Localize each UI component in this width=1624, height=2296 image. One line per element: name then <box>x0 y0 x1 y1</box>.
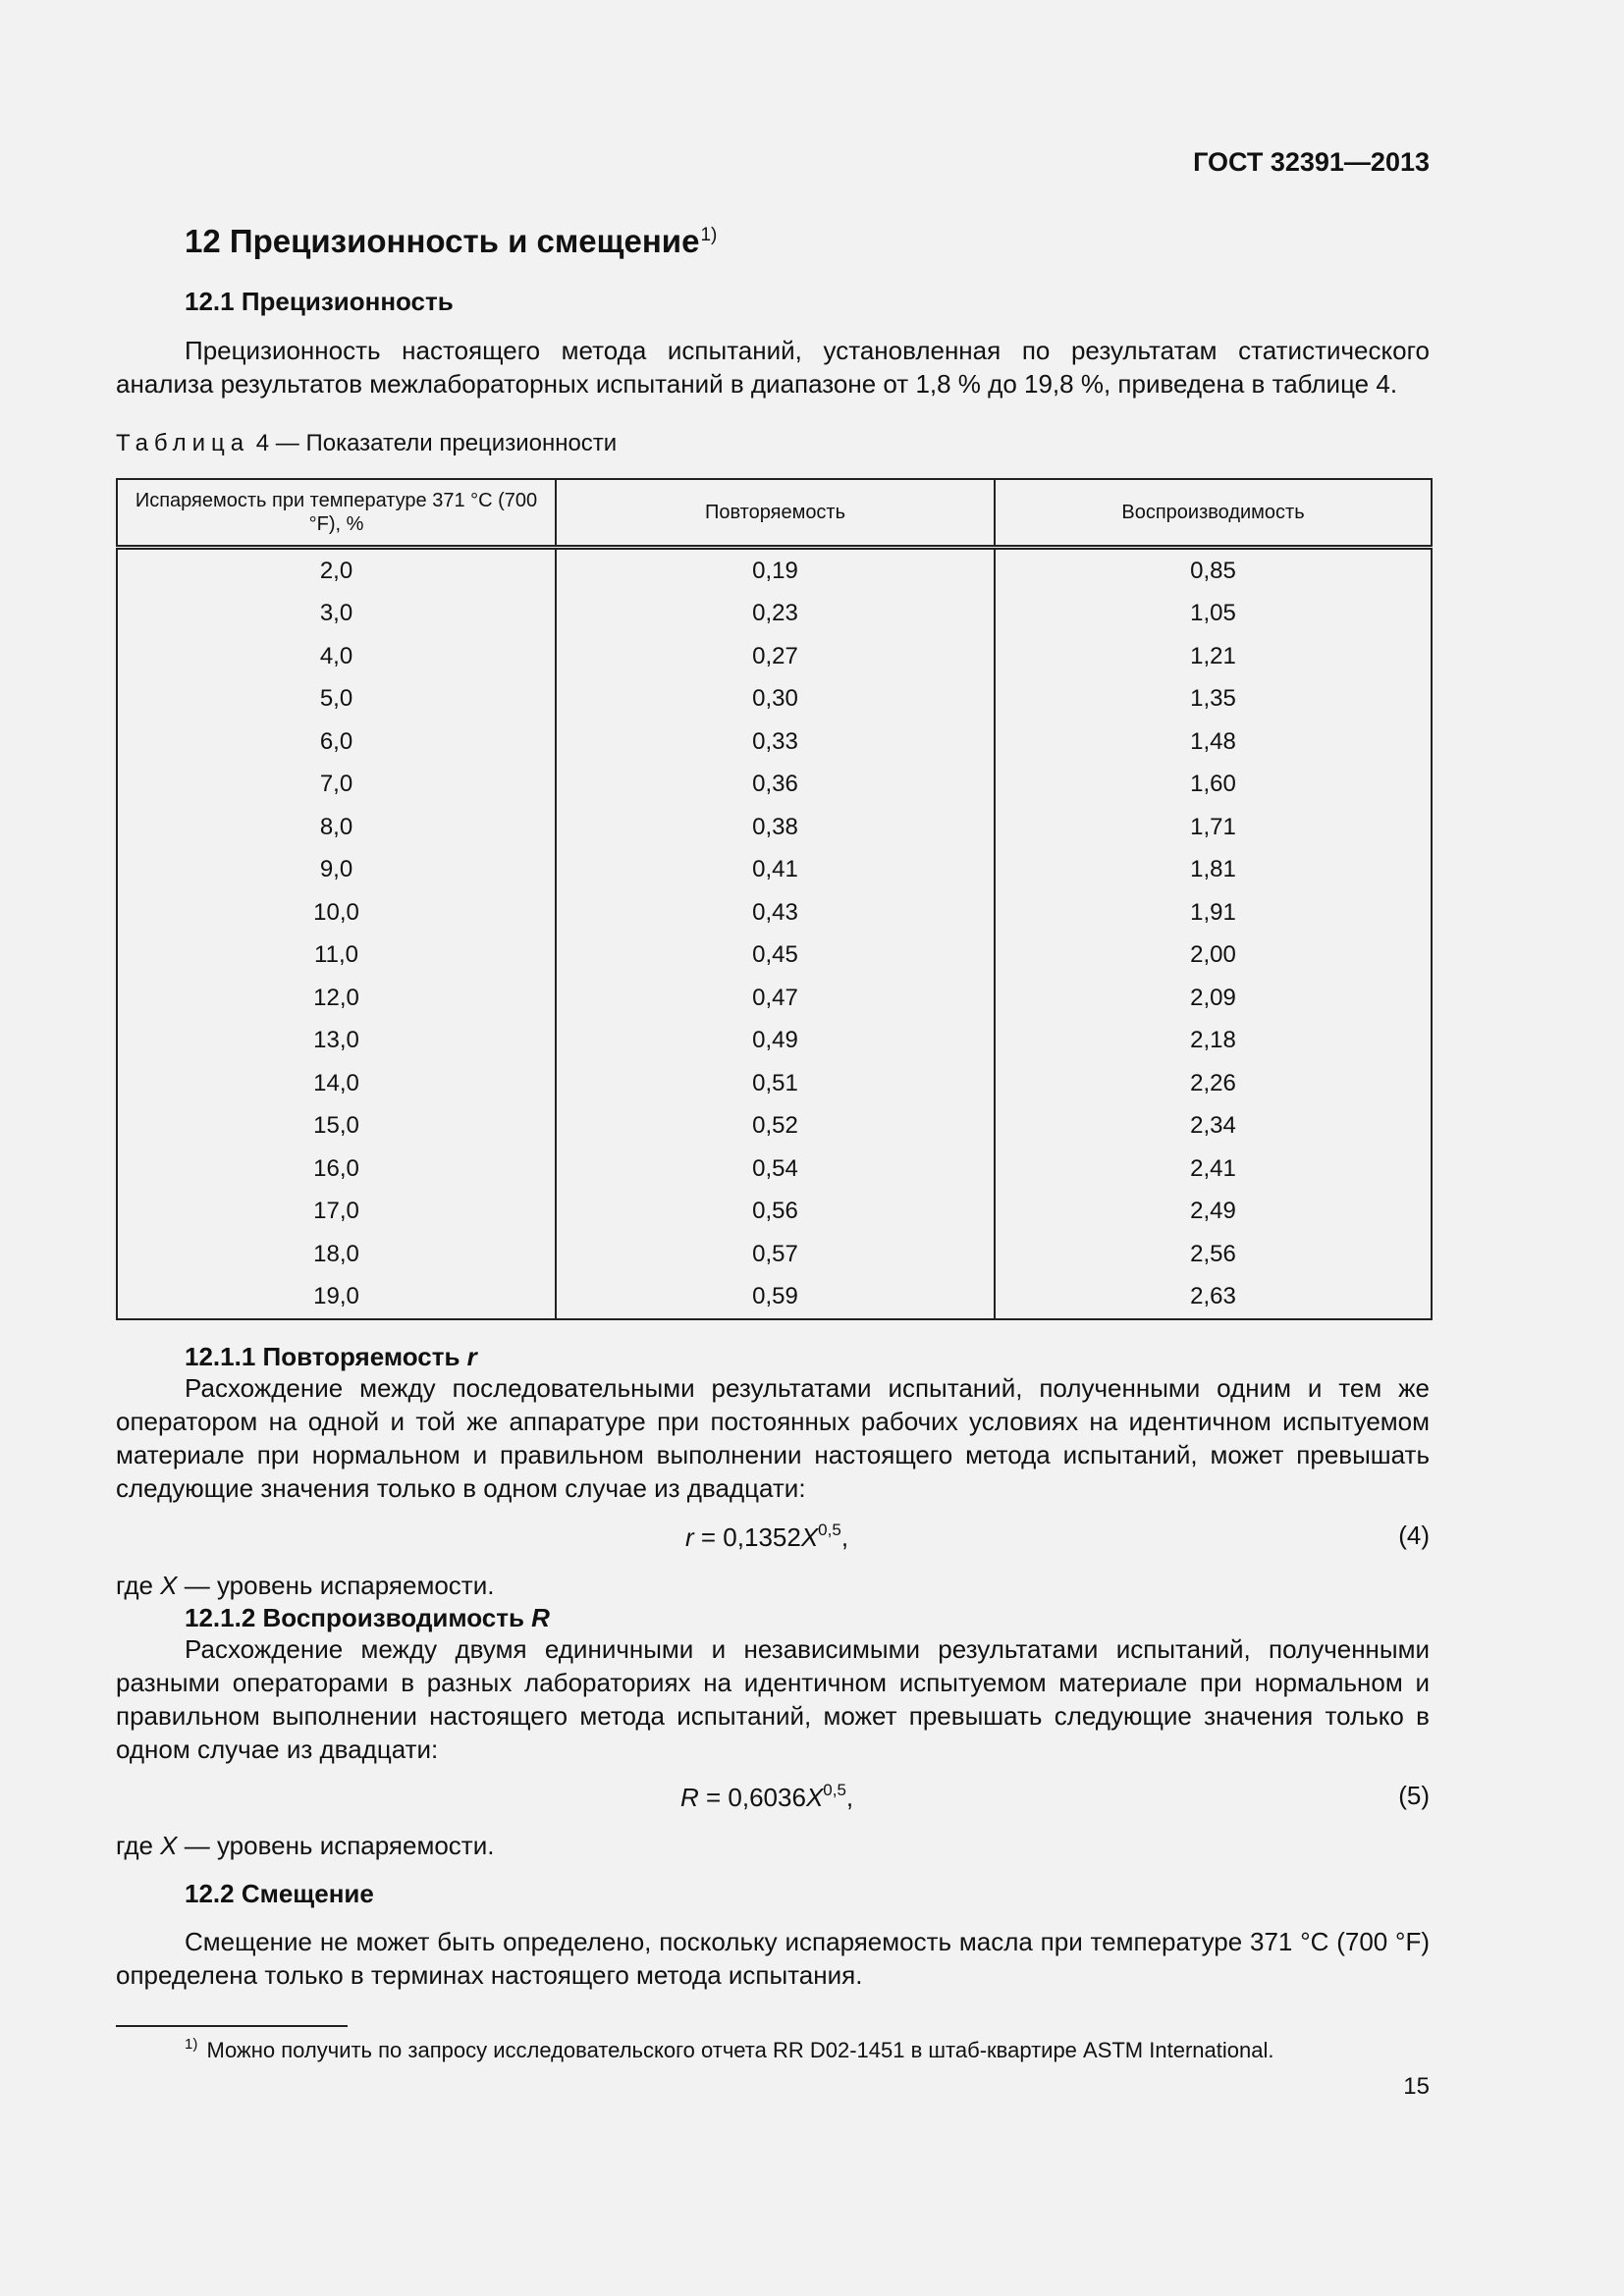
cell-repeatability: 0,49 <box>556 1020 995 1063</box>
page-number: 15 <box>1403 2073 1430 2100</box>
subsection-title-precision: 12.1 Прецизионность <box>185 287 454 316</box>
cell-reproducibility: 2,63 <box>995 1276 1432 1320</box>
cell-volatility: 9,0 <box>117 849 556 892</box>
formula-5-lhs: R <box>680 1783 699 1812</box>
standard-header: ГОСТ 32391—2013 <box>1193 147 1430 177</box>
table-row <box>117 1276 1432 1320</box>
subsection-title-bias: 12.2 Смещение <box>185 1879 374 1908</box>
cell-repeatability: 0,45 <box>556 934 995 978</box>
formula-5-number: (5) <box>1398 1781 1430 1810</box>
table-row <box>117 1020 1432 1063</box>
cell-reproducibility: 2,09 <box>995 977 1432 1020</box>
table-caption-text: 4 — Показатели прецизионности <box>255 430 618 456</box>
table-row <box>117 678 1432 721</box>
cell-repeatability: 0,38 <box>556 806 995 849</box>
table-row <box>117 806 1432 849</box>
cell-reproducibility: 1,71 <box>995 806 1432 849</box>
section-footnote-mark: 1) <box>700 225 718 245</box>
cell-repeatability: 0,36 <box>556 764 995 807</box>
footnote-separator <box>116 2025 348 2027</box>
cell-repeatability: 0,27 <box>556 635 995 678</box>
cell-repeatability: 0,19 <box>556 548 995 593</box>
cell-volatility: 19,0 <box>117 1276 556 1320</box>
cell-repeatability: 0,51 <box>556 1062 995 1105</box>
footnote-text: Можно получить по запросу исследовательского отчета RR D02-1451 в штаб-квартире ASTM International. <box>200 2038 1274 2062</box>
formula-4-var: X <box>800 1522 819 1552</box>
cell-volatility: 5,0 <box>117 678 556 721</box>
cell-reproducibility: 2,41 <box>995 1148 1432 1191</box>
formula-5-expression <box>680 1781 853 1813</box>
cell-volatility: 7,0 <box>117 764 556 807</box>
cell-repeatability: 0,33 <box>556 721 995 764</box>
formula-5-var: X <box>805 1783 824 1812</box>
cell-volatility: 14,0 <box>117 1062 556 1105</box>
table-row <box>117 721 1432 764</box>
cell-reproducibility: 0,85 <box>995 548 1432 593</box>
reproducibility-title-text: 12.1.2 Воспроизводимость <box>185 1603 524 1632</box>
reproducibility-title <box>185 1603 550 1633</box>
formula-5-tail: , <box>845 1783 854 1812</box>
cell-reproducibility: 2,18 <box>995 1020 1432 1063</box>
cell-volatility: 12,0 <box>117 977 556 1020</box>
cell-reproducibility: 1,35 <box>995 678 1432 721</box>
footnote <box>185 2036 1273 2063</box>
cell-reproducibility: 1,48 <box>995 721 1432 764</box>
bias-paragraph: Смещение не может быть определено, поскольку испаряемость масла при температуре 371 °C (700 °F) определена только в терминах настоящего метода испытания. <box>116 1927 1430 1990</box>
cell-reproducibility: 1,21 <box>995 635 1432 678</box>
formula-4-tail: , <box>840 1522 849 1552</box>
formula-4-mid: = 0,1352 <box>693 1522 801 1552</box>
footnote-mark: 1) <box>185 2036 198 2053</box>
cell-repeatability: 0,57 <box>556 1233 995 1276</box>
repeatability-title <box>185 1342 477 1372</box>
cell-volatility: 17,0 <box>117 1191 556 1234</box>
where-4-prefix: где <box>116 1571 161 1600</box>
repeatability-title-text: 12.1.1 Повторяемость <box>185 1342 460 1371</box>
table-row <box>117 934 1432 978</box>
cell-volatility: 11,0 <box>117 934 556 978</box>
table-row <box>117 1062 1432 1105</box>
table-row <box>117 977 1432 1020</box>
repeatability-symbol: r <box>466 1342 477 1371</box>
formula-4-exp: 0,5 <box>818 1521 841 1539</box>
cell-repeatability: 0,23 <box>556 593 995 636</box>
cell-reproducibility: 2,49 <box>995 1191 1432 1234</box>
table-row <box>117 548 1432 593</box>
formula-5-mid: = 0,6036 <box>698 1783 806 1812</box>
table-row <box>117 635 1432 678</box>
cell-reproducibility: 2,34 <box>995 1105 1432 1148</box>
formula-4-lhs: r <box>685 1522 694 1552</box>
cell-reproducibility: 1,05 <box>995 593 1432 636</box>
section-title-text: 12 Прецизионность и смещение <box>185 223 700 259</box>
column-header-volatility: Испаряемость при температуре 371 °C (700 °F), % <box>117 479 556 548</box>
table-row <box>117 849 1432 892</box>
table-body <box>117 548 1432 1320</box>
precision-table <box>116 478 1433 1320</box>
where-5-var: X <box>160 1831 178 1860</box>
reproducibility-symbol: R <box>531 1603 550 1632</box>
section-title <box>185 223 717 260</box>
where-clause-4 <box>116 1571 494 1601</box>
cell-volatility: 3,0 <box>117 593 556 636</box>
cell-repeatability: 0,30 <box>556 678 995 721</box>
where-5-prefix: где <box>116 1831 161 1860</box>
cell-repeatability: 0,52 <box>556 1105 995 1148</box>
cell-volatility: 16,0 <box>117 1148 556 1191</box>
table-row <box>117 891 1432 934</box>
where-4-var: X <box>160 1571 178 1600</box>
cell-repeatability: 0,54 <box>556 1148 995 1191</box>
column-header-repeatability: Повторяемость <box>556 479 995 548</box>
cell-repeatability: 0,56 <box>556 1191 995 1234</box>
repeatability-paragraph: Расхождение между последовательными результатами испытаний, полученными одним и тем же оператором на одной и той же аппаратуре при постоянных рабочих условиях на идентичном испытуемом материале при нормальном и правильном выполнении настоящего метода испытаний, может превышать следующие значения только в одном случае из двадцати: <box>116 1373 1430 1503</box>
cell-volatility: 15,0 <box>117 1105 556 1148</box>
cell-repeatability: 0,43 <box>556 891 995 934</box>
formula-5-exp: 0,5 <box>823 1781 846 1799</box>
cell-reproducibility: 2,26 <box>995 1062 1432 1105</box>
column-header-reproducibility: Воспроизводимость <box>995 479 1432 548</box>
where-4-text: — уровень испаряемости. <box>177 1571 495 1600</box>
cell-repeatability: 0,41 <box>556 849 995 892</box>
table-caption <box>116 430 617 457</box>
cell-repeatability: 0,47 <box>556 977 995 1020</box>
table-row <box>117 764 1432 807</box>
cell-volatility: 6,0 <box>117 721 556 764</box>
cell-reproducibility: 1,60 <box>995 764 1432 807</box>
cell-volatility: 4,0 <box>117 635 556 678</box>
reproducibility-paragraph: Расхождение между двумя единичными и независимыми результатами испытаний, полученными разными операторами в разных лабораториях на идентичном испытуемом материале при нормальном и правильном выполнении настоящего метода испытаний, может превышать следующие значения только в одном случае из двадцати: <box>116 1634 1430 1764</box>
precision-paragraph: Прецизионность настоящего метода испытаний, установленная по результатам статистического анализа результатов межлабораторных испытаний в диапазоне от 1,8 % до 19,8 %, приведена в таблице 4. <box>116 336 1430 399</box>
cell-volatility: 10,0 <box>117 891 556 934</box>
table-caption-label: Таблица <box>116 430 250 456</box>
cell-repeatability: 0,59 <box>556 1276 995 1320</box>
table-row <box>117 1105 1432 1148</box>
table-header-row <box>117 479 1432 548</box>
cell-reproducibility: 2,56 <box>995 1233 1432 1276</box>
formula-4-expression <box>685 1521 848 1553</box>
formula-4-number: (4) <box>1398 1521 1430 1550</box>
where-5-text: — уровень испаряемости. <box>177 1831 495 1860</box>
where-clause-5 <box>116 1831 494 1861</box>
cell-reproducibility: 1,81 <box>995 849 1432 892</box>
cell-volatility: 8,0 <box>117 806 556 849</box>
cell-volatility: 2,0 <box>117 548 556 593</box>
table-row <box>117 1148 1432 1191</box>
cell-reproducibility: 2,00 <box>995 934 1432 978</box>
cell-volatility: 18,0 <box>117 1233 556 1276</box>
cell-volatility: 13,0 <box>117 1020 556 1063</box>
table-row <box>117 1191 1432 1234</box>
table-row <box>117 593 1432 636</box>
cell-reproducibility: 1,91 <box>995 891 1432 934</box>
table-row <box>117 1233 1432 1276</box>
